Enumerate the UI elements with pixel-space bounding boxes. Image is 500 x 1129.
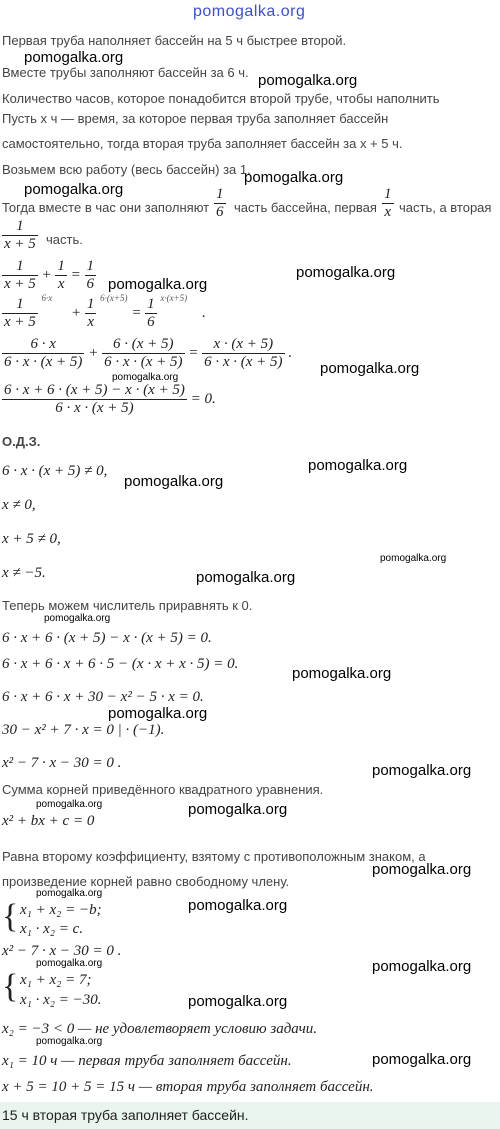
line-condition-2: Вместе трубы заполняют бассейн за 6 ч. — [2, 65, 249, 80]
answer-text: 15 ч вторая труба заполняет бассейн. — [2, 1107, 249, 1123]
line-together: Тогда вместе в час они заполняют — [2, 200, 210, 215]
line-let: Пусть x ч — время, за которое первая труба заполняет бассейн — [2, 111, 389, 126]
watermark: pomogalka.org — [36, 1036, 103, 1047]
watermark: pomogalka.org — [380, 553, 447, 564]
system-1-product: x₁ · x₂ = c. — [20, 921, 84, 937]
equation-multipliers: $\frac{1}{x + 5}$ $^{6\cdot x}$ + $\frac{1}{x}$ $^{6\cdot(x+5)}$ = $\frac{1}{6}$ $^{x\cdot(x+5)}$ . — [4, 292, 206, 330]
line-numerator: Теперь можем числитель приравнять к 0. — [2, 598, 253, 613]
equation-step-4: 30 − x² + 7 · x = 0 | · (−1). — [2, 722, 165, 738]
vieta-general-equation: x² + bx + c = 0 — [2, 813, 95, 829]
site-title[interactable]: pomogalka.org — [193, 3, 306, 20]
watermark: pomogalka.org — [188, 993, 288, 1010]
watermark: pomogalka.org — [188, 801, 288, 818]
line-part-second: часть, а вторая — [399, 200, 492, 215]
answer-box — [0, 1102, 500, 1129]
equation-combined: $\frac{6 \cdot x + 6 \cdot (x + 5) - x \cdot (x + 5)}{6 \cdot x \cdot (x + 5)}$ = 0. — [4, 382, 216, 416]
line-question: Количество часов, которое понадобится второй трубе, чтобы наполнить — [2, 91, 440, 106]
watermark: pomogalka.org — [308, 457, 408, 474]
system-brace: { — [2, 898, 19, 935]
odz-condition-1: 6 · x · (x + 5) ≠ 0, — [2, 463, 108, 479]
watermark: pomogalka.org — [36, 958, 103, 969]
result-second-pipe: x + 5 = 10 + 5 = 15 ч — вторая труба заполняет бассейн. — [2, 1079, 374, 1095]
watermark: pomogalka.org — [296, 264, 396, 281]
watermark: pomogalka.org — [124, 473, 224, 490]
line-second-pipe: самостоятельно, тогда вторая труба заполняет бассейн за x + 5 ч. — [2, 136, 403, 151]
watermark: pomogalka.org — [372, 958, 472, 975]
equation-common-denominator: $\frac{6 \cdot x}{6 \cdot x \cdot (x + 5)}$ + $\frac{6 \cdot (x + 5)}{6 \cdot x \cdot (x + 5)}$ = $\frac{x \cdot (x + 5)}{6 \cdot x \cdot (x + 5)}$ . — [4, 336, 293, 370]
watermark: pomogalka.org — [372, 1051, 472, 1068]
watermark: pomogalka.org — [258, 72, 358, 89]
watermark: pomogalka.org — [196, 569, 296, 586]
odz-heading: О.Д.З. — [2, 434, 41, 449]
watermark: pomogalka.org — [244, 169, 344, 186]
vieta-text-3: произведение корней равно свободному члену. — [2, 874, 290, 889]
odz-condition-3: x + 5 ≠ 0, — [2, 531, 61, 547]
result-first-pipe: x₁ = 10 ч — первая труба заполняет бассейн. — [2, 1053, 292, 1069]
watermark: pomogalka.org — [372, 861, 472, 878]
fraction-1-x: $\frac{1}{x}$ — [384, 186, 392, 220]
equation-step-1: 6 · x + 6 · (x + 5) − x · (x + 5) = 0. — [2, 630, 212, 646]
watermark: pomogalka.org — [24, 49, 124, 66]
equation-sum-rates: $\frac{1}{x + 5}$ + $\frac{1}{x}$ = $\frac{1}{6}$ — [4, 258, 95, 292]
system-2-sum: x₁ + x₂ = 7; — [20, 972, 92, 988]
equation-step-2: 6 · x + 6 · x + 6 · 5 − (x · x + x · 5) = 0. — [2, 656, 239, 672]
line-work: Возьмем всю работу (весь бассейн) за 1. — [2, 162, 251, 177]
line-condition-1: Первая труба наполняет бассейн на 5 ч быстрее второй. — [2, 33, 347, 48]
watermark: pomogalka.org — [108, 705, 208, 722]
watermark: pomogalka.org — [108, 276, 208, 293]
result-negative-root: x₂ = −3 < 0 — не удовлетворяет условию задачи. — [2, 1021, 317, 1037]
system-2-product: x₁ · x₂ = −30. — [20, 992, 102, 1008]
watermark: pomogalka.org — [292, 665, 392, 682]
fraction-1-6: $\frac{1}{6}$ — [216, 186, 224, 220]
system-1-sum: x₁ + x₂ = −b; — [20, 902, 102, 918]
equation-quadratic: x² − 7 · x − 30 = 0 . — [2, 943, 122, 959]
line-part-first: часть бассейна, первая — [234, 200, 377, 215]
odz-condition-4: x ≠ −5. — [2, 565, 46, 581]
watermark: pomogalka.org — [44, 613, 111, 624]
equation-step-5: x² − 7 · x − 30 = 0 . — [2, 755, 122, 771]
fraction-1-xp5: $\frac{1}{x + 5}$ — [4, 218, 36, 252]
watermark: pomogalka.org — [372, 762, 472, 779]
vieta-text-1: Сумма корней приведённого квадратного уравнения. — [2, 782, 324, 797]
watermark: pomogalka.org — [36, 799, 103, 810]
watermark: pomogalka.org — [188, 897, 288, 914]
vieta-text-2: Равна второму коэффициенту, взятому с противоположным знаком, а — [2, 849, 426, 864]
system-brace: { — [2, 968, 19, 1005]
watermark: pomogalka.org — [112, 372, 179, 383]
watermark: pomogalka.org — [24, 181, 124, 198]
watermark: pomogalka.org — [36, 888, 103, 899]
odz-condition-2: x ≠ 0, — [2, 497, 36, 513]
watermark: pomogalka.org — [320, 360, 420, 377]
equation-step-3: 6 · x + 6 · x + 30 − x² − 5 · x = 0. — [2, 689, 204, 705]
line-part: часть. — [46, 232, 83, 247]
